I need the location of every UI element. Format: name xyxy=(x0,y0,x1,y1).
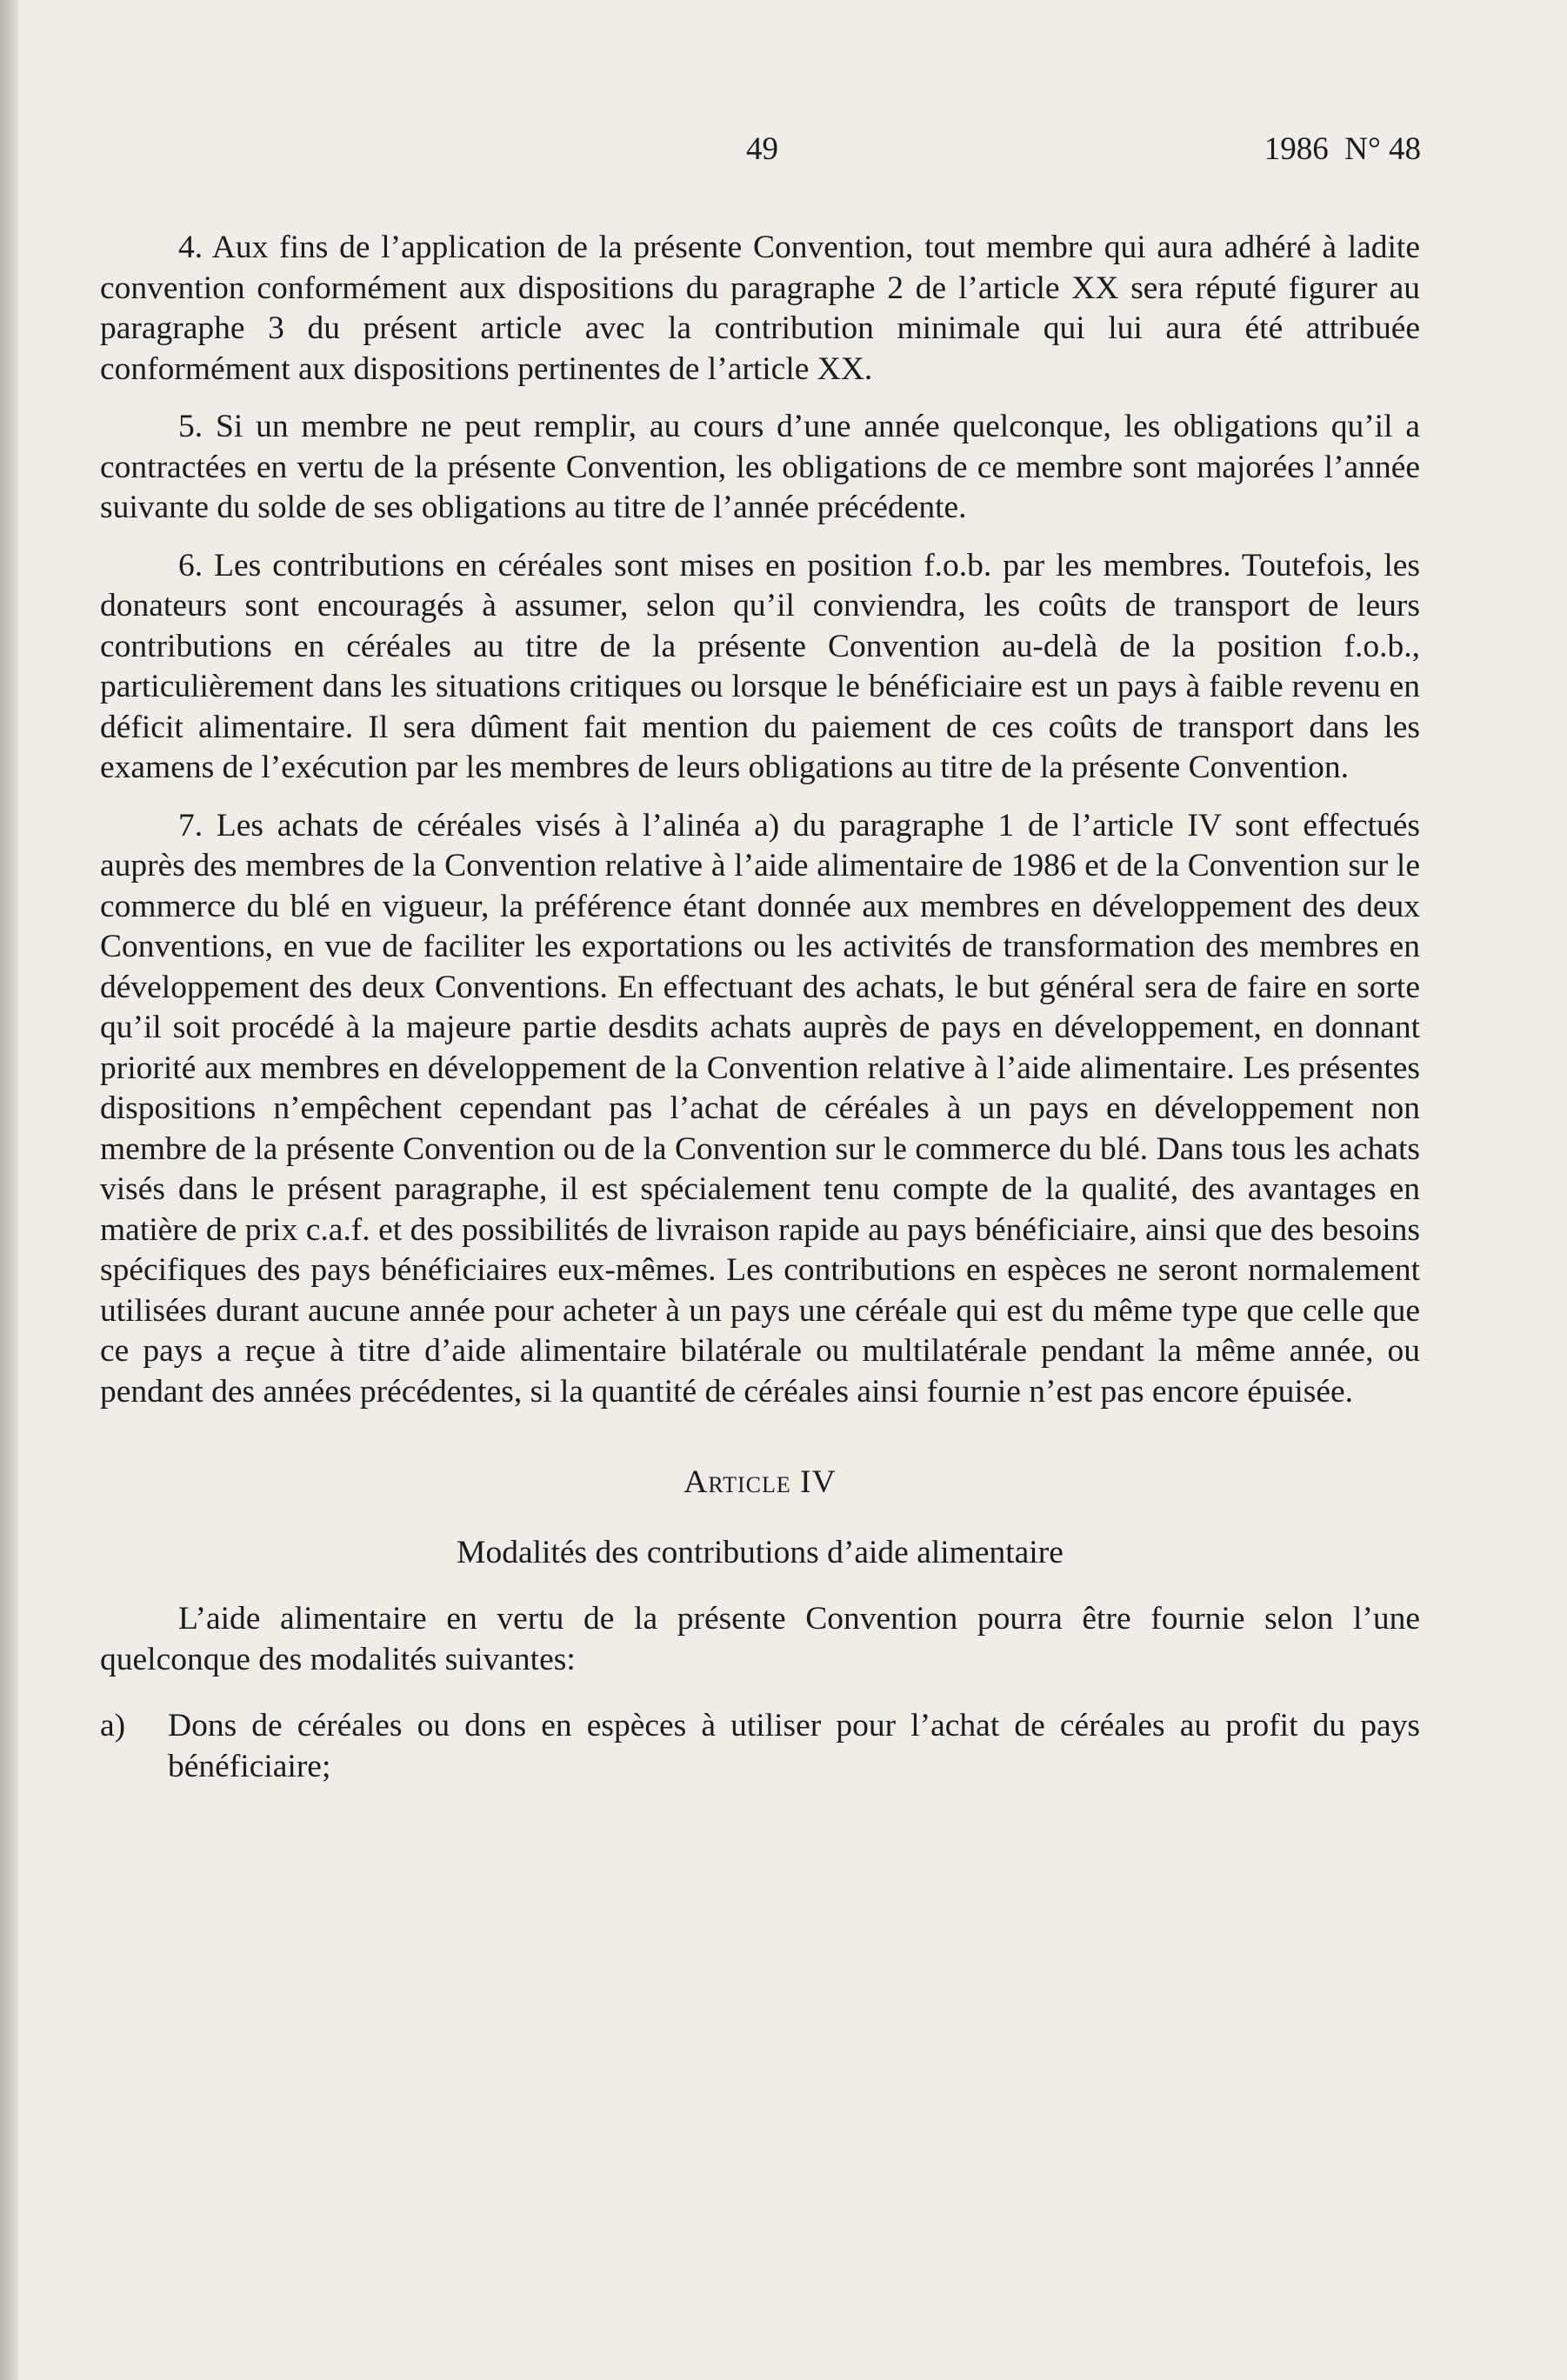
list-item-text: Dons de céréales ou dons en espèces à utiliser pour l’achat de céréales au profit du pays bénéficiaire; xyxy=(168,1708,1420,1784)
article-heading xyxy=(100,1463,1420,1503)
paragraph-4: 4. Aux fins de l’application de la présente Convention, tout membre qui aura adhéré à ladite convention conformément aux dispositions du paragraphe 2 de l’article XX sera réputé figurer au paragraphe 3 du présent article avec la contribution minimale qui lui aura été attribuée conformément aux dispositions pertinentes de l’article XX. xyxy=(100,230,1420,387)
article-title: Modalités des contributions d’aide alimentaire xyxy=(457,1534,1064,1570)
year-and-number: 1986 N° 48 xyxy=(1264,131,1421,167)
article-intro: L’aide alimentaire en vertu de la présente Convention pourra être fournie selon l’une quelconque des modalités suivantes: xyxy=(100,1601,1420,1677)
paragraph-6: 6. Les contributions en céréales sont mises en position f.o.b. par les membres. Toutefois, les donateurs sont encouragés à assumer, selon qu’il conviendra, les coûts de transport de leurs contributions en céréales au titre de la présente Convention au-delà de la position f.o.b., particulièrement dans les situations critiques ou lorsque le bénéficiaire est un pays à faible revenu en déficit alimentaire. Il sera dûment fait mention du paiement de ces coûts de transport dans les examens de l’exécution par les membres de leurs obligations au titre de la présente Convention. xyxy=(100,547,1420,785)
article-number: Article IV xyxy=(683,1464,837,1500)
paragraph-5: 5. Si un membre ne peut remplir, au cours d’une année quelconque, les obligations qu’il a contractées en vertu de la présente Convention, les obligations de ce membre sont majorées l’année suivante du solde de ses obligations au titre de l’année précédente. xyxy=(100,409,1420,525)
paragraph-7: 7. Les achats de céréales visés à l’alinéa a) du paragraphe 1 de l’article IV sont effectués auprès des membres de la Convention relative à l’aide alimentaire de 1986 et de la Convention sur le commerce du blé en vigueur, la préférence étant donnée aux membres en développement des deux Conventions, en vue de faciliter les exportations ou les activités de transformation des membres en développement des deux Conventions. En effectuant des achats, le but général sera de faire en sorte qu’il soit procédé à la majeure partie desdits achats auprès de pays en développement, en donnant priorité aux membres en développement de la Convention relative à l’aide alimentaire. Les présentes dispositions n’empêchent cependant pas l’achat de céréales à un pays en développement non membre de la présente Convention ou de la Convention sur le commerce du blé. Dans tous les achats visés dans le présent paragraphe, il est spécialement tenu compte de la qualité, des avantages en matière de prix c.a.f. et des possibilités de livraison rapide au pays bénéficiaire, ainsi que des besoins spécifiques des pays bénéficiaires eux-mêmes. Les contributions en espèces ne seront normalement utilisées durant aucune année pour acheter à un pays une céréale qui est du même type que celle que ce pays a reçue à titre d’aide alimentaire bilatérale ou multilatérale pendant la même année, ou pendant des années précédentes, si la quantité de céréales ainsi fournie n’est pas encore épuisée. xyxy=(100,807,1420,1410)
list-item-a xyxy=(100,1706,1420,1787)
list-marker: a) xyxy=(100,1708,126,1743)
page-header xyxy=(0,130,1567,174)
document-body xyxy=(100,228,1420,1787)
page-edge-shadow xyxy=(0,0,19,2380)
page-number: 49 xyxy=(746,131,778,167)
